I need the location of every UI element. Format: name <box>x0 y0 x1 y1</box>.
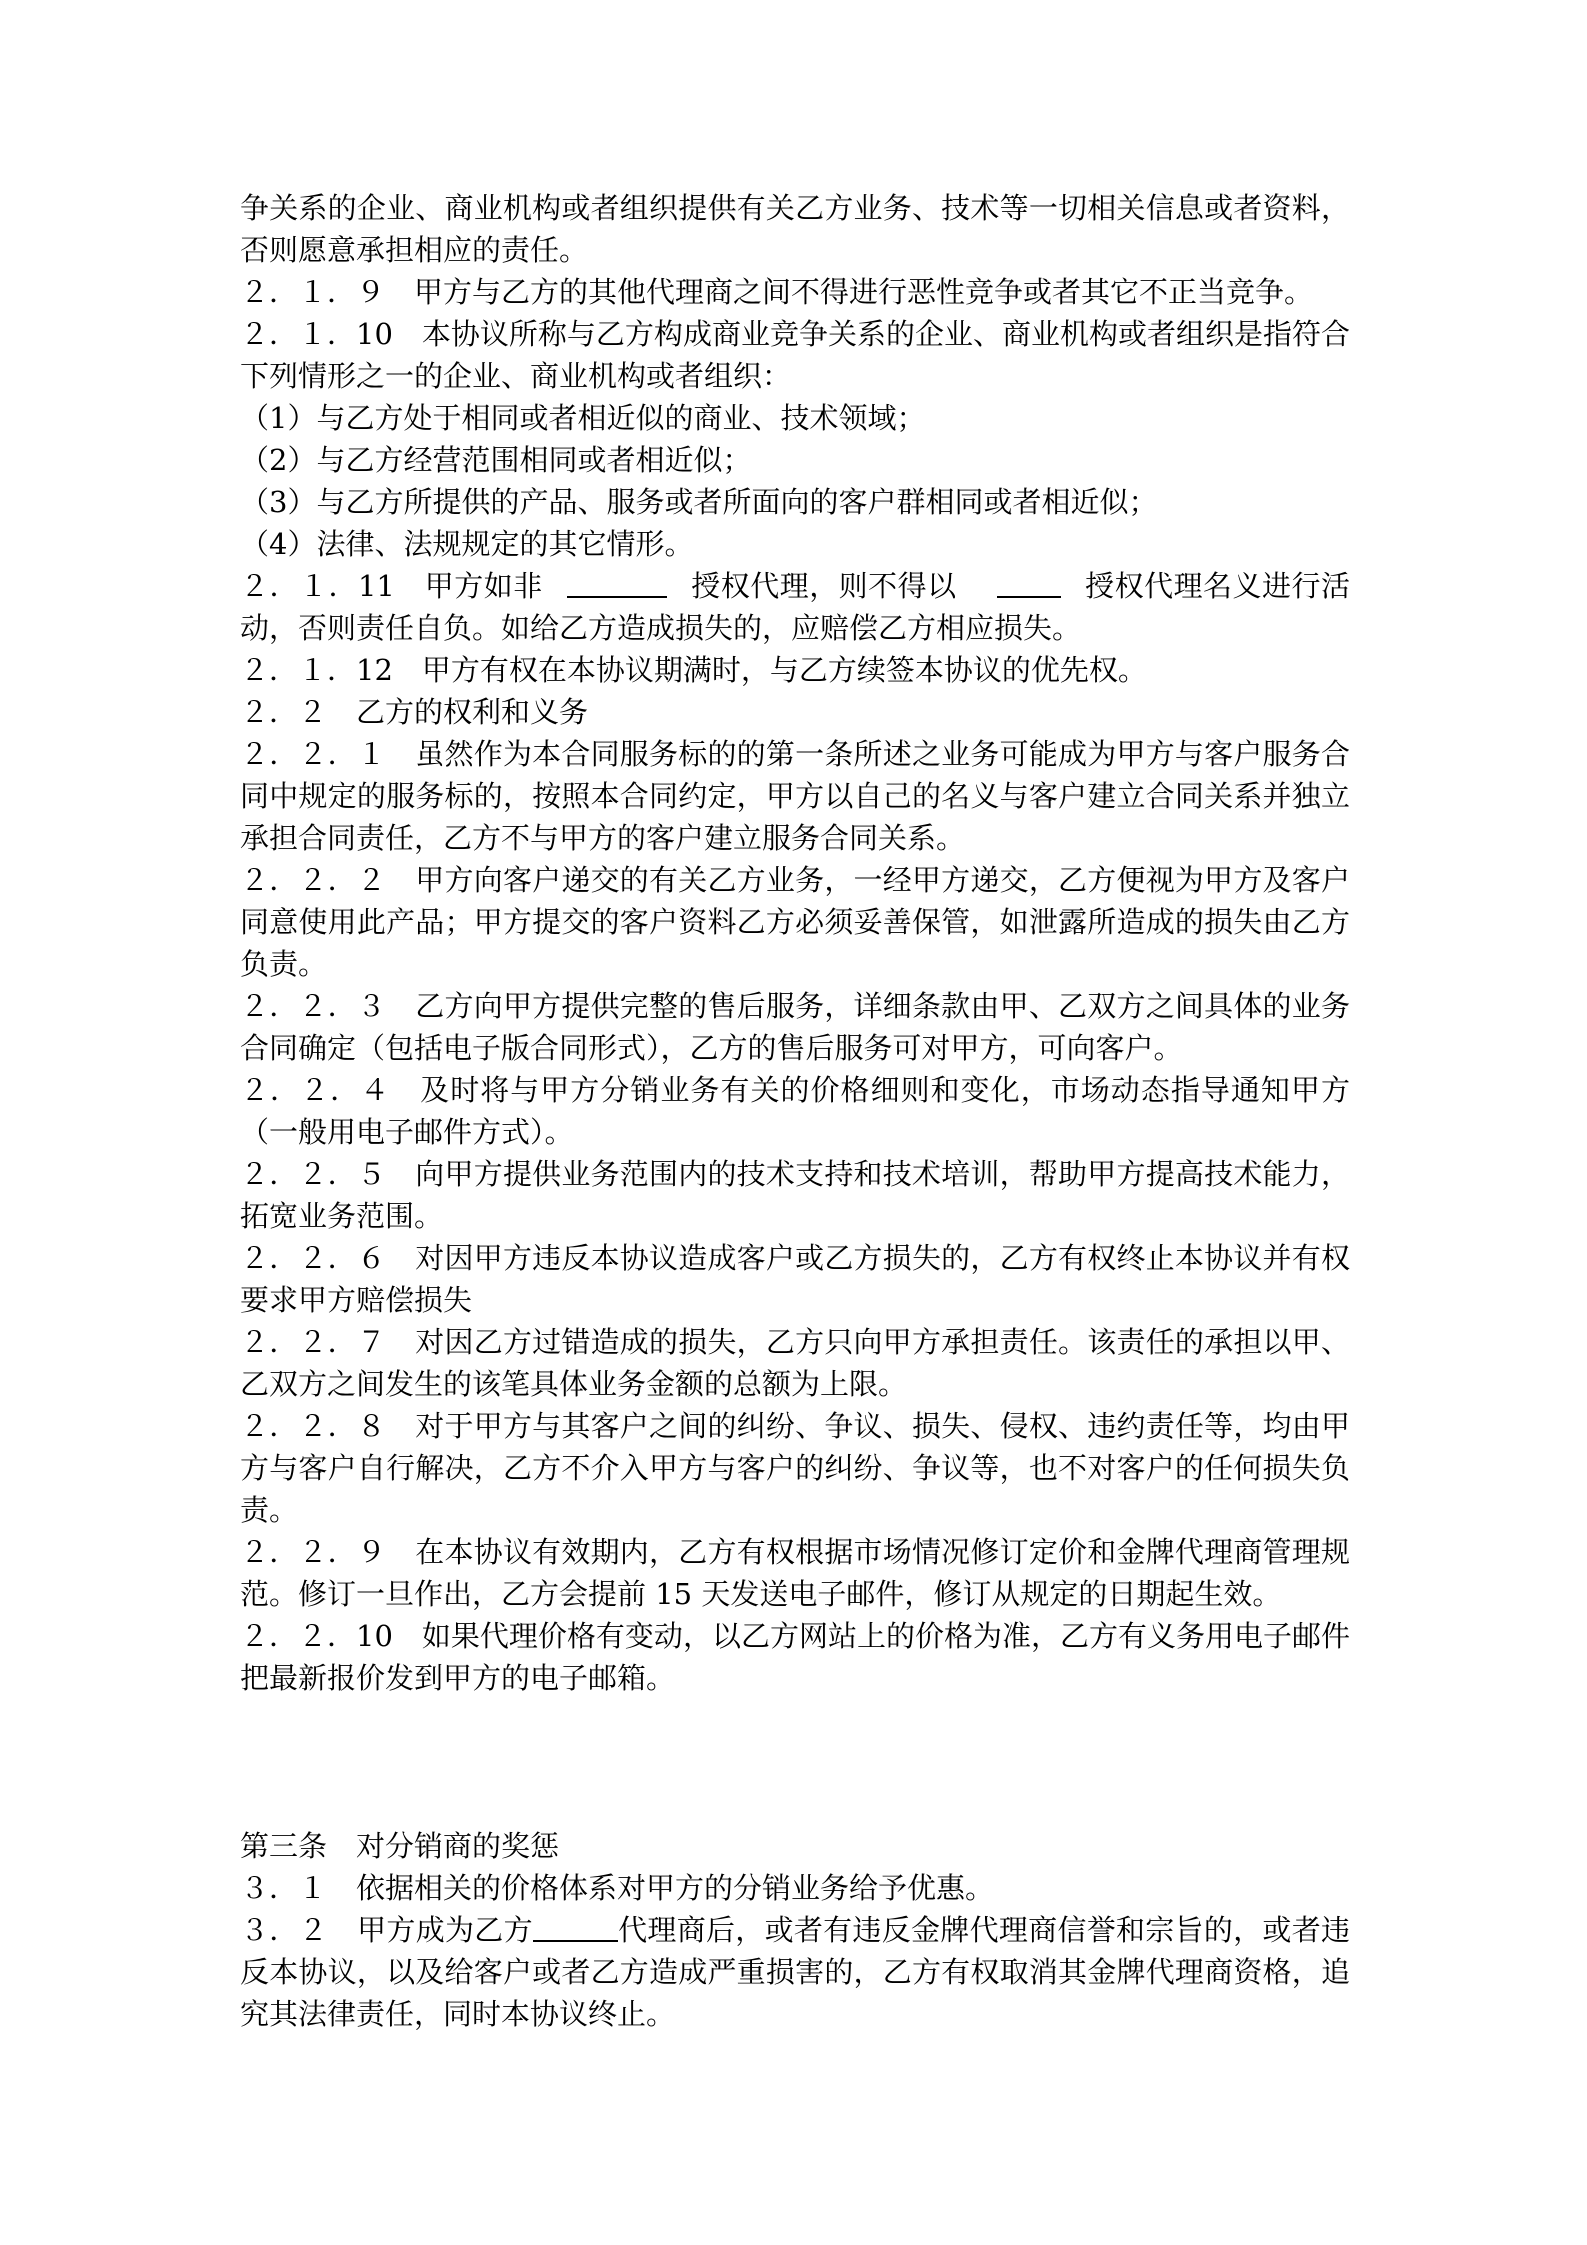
clause-2-2-3: ２．２．３ 乙方向甲方提供完整的售后服务，详细条款由甲、乙双方之间具体的业务合同确定（包括电子版合同形式），乙方的售后服务可对甲方，可向客户。 <box>240 989 1350 1065</box>
clause-2-2-6: ２．２．６ 对因甲方违反本协议造成客户或乙方损失的，乙方有权终止本协议并有权要求甲方赔偿损失 <box>240 1241 1350 1317</box>
list-item-3: （3）与乙方所提供的产品、服务或者所面向的客户群相同或者相近似； <box>240 485 1158 519</box>
list-item-4: （4）法律、法规规定的其它情形。 <box>240 527 694 561</box>
clause-2-1-11-middle: 授权代理，则不得以 <box>690 569 957 603</box>
clause-3-2 <box>240 1909 1350 2035</box>
section-2-2-heading: ２．２ 乙方的权利和义务 <box>240 695 589 729</box>
clause-2-1-9: ２．１．９ 甲方与乙方的其他代理商之间不得进行恶性竞争或者其它不正当竞争。 <box>240 275 1314 309</box>
clause-2-2-1: ２．２．１ 虽然作为本合同服务标的的第一条所述之业务可能成为甲方与客户服务合同中规定的服务标的，按照本合同约定，甲方以自己的名义与客户建立合同关系并独立承担合同责任，乙方不与甲方的客户建立服务合同关系。 <box>240 737 1350 855</box>
list-item-1: （1）与乙方处于相同或者相近似的商业、技术领域； <box>240 401 926 435</box>
document-body <box>240 187 1350 2035</box>
blank-line <box>533 1910 618 1942</box>
clause-2-2-4: ２．２．４ 及时将与甲方分销业务有关的价格细则和变化，市场动态指导通知甲方（一般用电子邮件方式）。 <box>240 1073 1350 1149</box>
clause-3-2-prefix: ３．２ 甲方成为乙方 <box>240 1913 533 1947</box>
paragraph-continuation: 争关系的企业、商业机构或者组织提供有关乙方业务、技术等一切相关信息或者资料，否则愿意承担相应的责任。 <box>240 191 1350 267</box>
clause-2-1-11 <box>240 565 1350 649</box>
clause-3-2-suffix: 代理商后，或者有违反金牌代理商信誉和宗旨的，或者违反本协议，以及给客户或者乙方造成严重损害的，乙方有权取消其金牌代理商资格，追究其法律责任，同时本协议终止。 <box>240 1913 1350 2031</box>
clause-2-2-2: ２．２．２ 甲方向客户递交的有关乙方业务，一经甲方递交，乙方便视为甲方及客户同意使用此产品；甲方提交的客户资料乙方必须妥善保管，如泄露所造成的损失由乙方负责。 <box>240 863 1350 981</box>
clause-2-2-9: ２．２．９ 在本协议有效期内，乙方有权根据市场情况修订定价和金牌代理商管理规范。修订一旦作出，乙方会提前 15 天发送电子邮件，修订从规定的日期起生效。 <box>240 1535 1350 1611</box>
clause-2-1-12: ２．１．12 甲方有权在本协议期满时，与乙方续签本协议的优先权。 <box>240 653 1147 687</box>
clause-2-2-10: ２．２．10 如果代理价格有变动，以乙方网站上的价格为准，乙方有义务用电子邮件把最新报价发到甲方的电子邮箱。 <box>240 1619 1350 1695</box>
clause-2-1-11-prefix: ２．１．11 甲方如非 <box>240 569 543 603</box>
clause-2-1-10: ２．１．10 本协议所称与乙方构成商业竞争关系的企业、商业机构或者组织是指符合下列情形之一的企业、商业机构或者组织： <box>240 317 1350 393</box>
article-3-heading: 第三条 对分销商的奖惩 <box>240 1829 560 1863</box>
blank-line <box>567 566 667 598</box>
clause-2-2-8: ２．２．８ 对于甲方与其客户之间的纠纷、争议、损失、侵权、违约责任等，均由甲方与客户自行解决，乙方不介入甲方与客户的纠纷、争议等，也不对客户的任何损失负责。 <box>240 1409 1350 1527</box>
clause-2-2-5: ２．２．５ 向甲方提供业务范围内的技术支持和技术培训，帮助甲方提高技术能力，拓宽业务范围。 <box>240 1157 1350 1233</box>
list-item-2: （2）与乙方经营范围相同或者相近似； <box>240 443 752 477</box>
clause-3-1: ３．１ 依据相关的价格体系对甲方的分销业务给予优惠。 <box>240 1871 995 1905</box>
clause-2-1-11-suffix: 授权代理名义进行活动，否则责任自负。如给乙方造成损失的，应赔偿乙方相应损失。 <box>240 569 1350 645</box>
section-spacer <box>240 1699 1350 1825</box>
clause-2-2-7: ２．２．７ 对因乙方过错造成的损失，乙方只向甲方承担责任。该责任的承担以甲、乙双方之间发生的该笔具体业务金额的总额为上限。 <box>240 1325 1350 1401</box>
blank-line <box>997 566 1061 598</box>
